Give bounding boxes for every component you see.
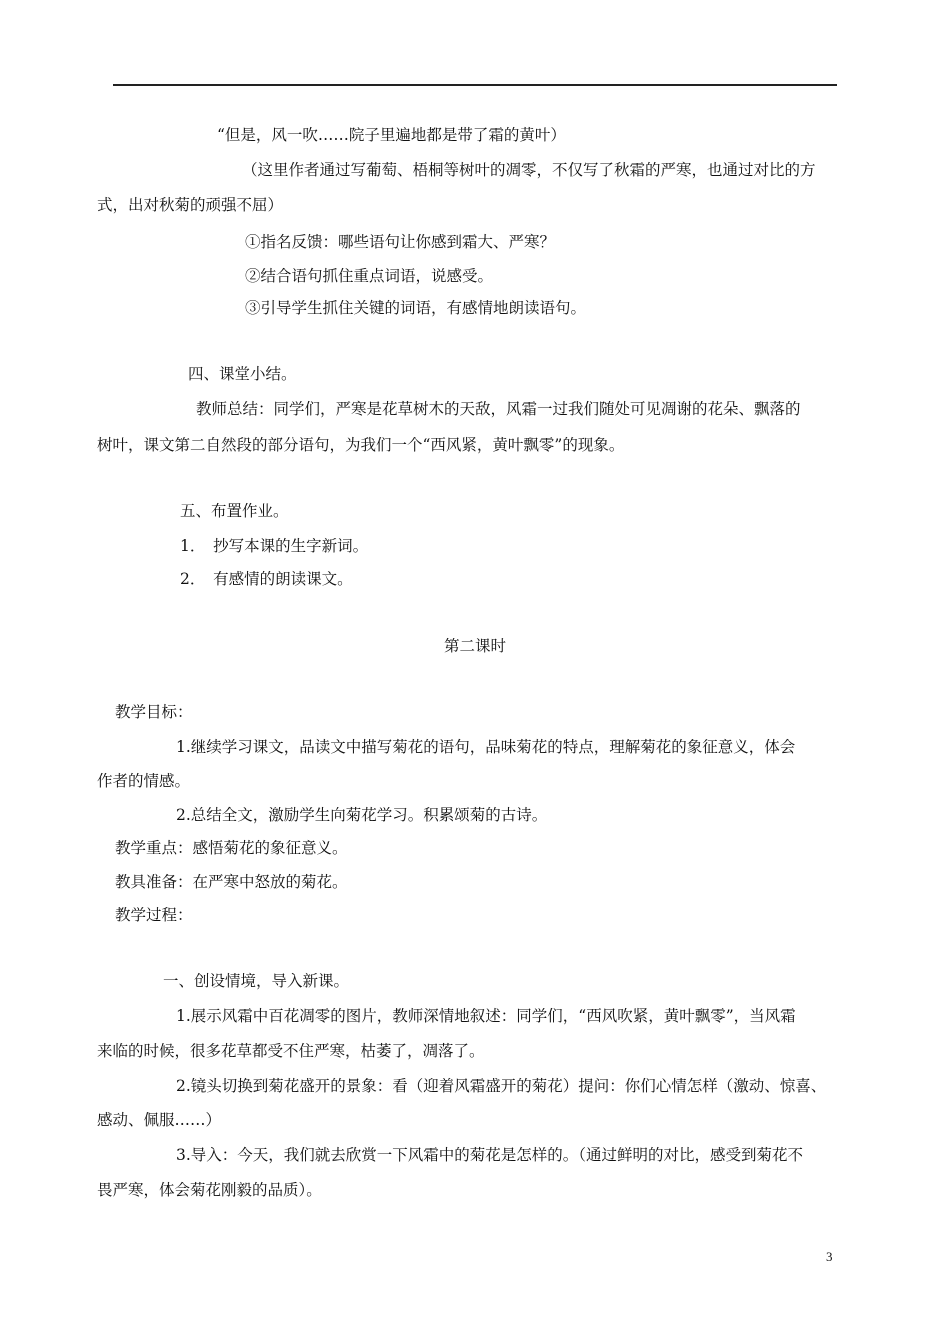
page-number: 3 [826, 1249, 833, 1264]
text-line: 来临的时候，很多花草都受不住严寒，枯萎了，凋落了。 [97, 1042, 485, 1060]
list-item: ③引导学生抓住关键的词语，有感情地朗读语句。 [245, 299, 587, 317]
list-item: 1． 抄写本课的生字新词。 [180, 537, 369, 555]
header-rule [113, 84, 837, 86]
section-label: 教学重点：感悟菊花的象征意义。 [115, 839, 348, 857]
section-label: 教学过程： [115, 906, 193, 924]
list-item: 2． 有感情的朗读课文。 [180, 570, 353, 588]
text-line: 式，出对秋菊的顽强不屈） [97, 196, 284, 214]
section-heading: 一、创设情境，导入新课。 [163, 972, 350, 990]
text-line: 树叶，课文第二自然段的部分语句，为我们一个“西风紧，黄叶飘零”的现象。 [97, 436, 625, 454]
section-label: 教学目标： [115, 703, 193, 721]
text-line: 1.展示风霜中百花凋零的图片，教师深情地叙述：同学们，“西风吹紧，黄叶飘零”，当风霜 [176, 1007, 796, 1025]
section-label: 教具准备：在严寒中怒放的菊花。 [115, 873, 348, 891]
section-heading: 五、布置作业。 [180, 502, 289, 520]
text-line: 作者的情感。 [97, 772, 191, 790]
text-line: （这里作者通过写葡萄、梧桐等树叶的凋零，不仅写了秋霜的严寒，也通过对比的方 [242, 161, 816, 179]
text-line: 3.导入：今天，我们就去欣赏一下风霜中的菊花是怎样的。（通过鲜明的对比，感受到菊花不 [176, 1146, 804, 1164]
text-line: 2.镜头切换到菊花盛开的景象：看（迎着风霜盛开的菊花）提问：你们心情怎样（激动、惊喜、 [176, 1077, 827, 1095]
lesson-title: 第二课时 [443, 637, 506, 655]
list-item: ①指名反馈：哪些语句让你感到霜大、严寒？ [245, 233, 556, 251]
text-line: 1.继续学习课文，品读文中描写菊花的语句，品味菊花的特点，理解菊花的象征意义，体会 [176, 738, 796, 756]
text-line: 畏严寒，体会菊花刚毅的品质）。 [97, 1181, 322, 1199]
text-line: 感动、佩服……） [97, 1111, 222, 1129]
text-line: 教师总结：同学们，严寒是花草树木的天敌，风霜一过我们随处可见凋谢的花朵、飘落的 [196, 400, 801, 418]
text-line: “但是，风一吹……院子里遍地都是带了霜的黄叶） [217, 126, 566, 144]
text-line: 2.总结全文，激励学生向菊花学习。积累颂菊的古诗。 [176, 806, 548, 824]
list-item: ②结合语句抓住重点词语，说感受。 [245, 267, 494, 285]
section-heading: 四、课堂小结。 [188, 365, 297, 383]
